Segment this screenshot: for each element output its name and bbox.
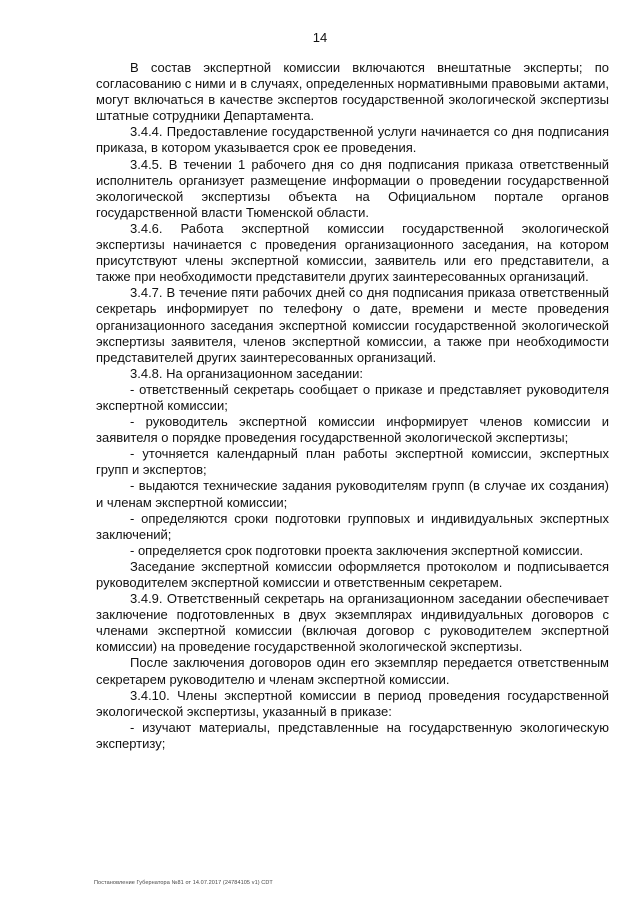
paragraph-3-4-9: 3.4.9. Ответственный секретарь на организационном заседании обеспечивает заключение подготовленных в двух экземплярах индивидуальных договоров с членами экспертной комиссии (включая договор с руководителем экспертной комиссии) на проведение государственной экологической экспертизы. — [96, 591, 609, 655]
list-item-group-deadlines: - определяются сроки подготовки групповых и индивидуальных экспертных заключений; — [96, 510, 609, 542]
list-item-study-materials: - изучают материалы, представленные на государственную экологическую экспертизу; — [96, 719, 609, 751]
list-item-calendar-plan: - уточняется календарный план работы экспертной комиссии, экспертных групп и экспертов; — [96, 446, 609, 478]
paragraph-expert-commission-composition: В состав экспертной комиссии включаются внештатные эксперты; по согласованию с ними и в случаях, определенных нормативными правовыми актами, могут включаться в качестве экспертов государственной экологической экспертизы штатные сотрудники Департамента. — [96, 60, 609, 124]
document-footer: Постановление Губернатора №81 от 14.07.2017 (24784105 v1) CDT — [94, 880, 273, 886]
paragraph-3-4-7: 3.4.7. В течение пяти рабочих дней со дня подписания приказа ответственный секретарь информирует по телефону о дате, времени и месте проведения организационного заседания экспертной комиссии государственной экологической экспертизы заявителя, членов экспертной комиссии, а также при необходимости представителей других заинтересованных организаций. — [96, 285, 609, 365]
document-body — [96, 60, 609, 752]
paragraph-3-4-4: 3.4.4. Предоставление государственной услуги начинается со дня подписания приказа, в котором указывается срок ее проведения. — [96, 124, 609, 156]
page-number: 14 — [312, 30, 328, 45]
paragraph-3-4-6: 3.4.6. Работа экспертной комиссии государственной экологической экспертизы начинается с проведения организационного заседания, на котором присутствуют члены экспертной комиссии, заявитель или его представители, а также при необходимости представители других заинтересованных организаций. — [96, 220, 609, 285]
paragraph-contract-copies: После заключения договоров один его экземпляр передается ответственным секретарем руководителю и членам экспертной комиссии. — [96, 655, 609, 687]
paragraph-3-4-8: 3.4.8. На организационном заседании: — [130, 365, 363, 381]
list-item-technical-tasks: - выдаются технические задания руководителям групп (в случае их создания) и членам экспертной комиссии; — [96, 478, 609, 510]
list-item-head-informs: - руководитель экспертной комиссии информирует членов комиссии и заявителя о порядке проведения государственной экологической экспертизы; — [96, 414, 609, 446]
paragraph-meeting-protocol: Заседание экспертной комиссии оформляется протоколом и подписывается руководителем экспертной комиссии и ответственным секретарем. — [96, 558, 609, 590]
list-item-draft-deadline: - определяется срок подготовки проекта заключения экспертной комиссии. — [130, 542, 584, 558]
paragraph-3-4-10: 3.4.10. Члены экспертной комиссии в период проведения государственной экологической экспертизы, указанный в приказе: — [96, 687, 609, 719]
paragraph-3-4-5: 3.4.5. В течении 1 рабочего дня со дня подписания приказа ответственный исполнитель организует размещение информации о проведении государственной экологической экспертизы объекта на Официальном портале органов государственной власти Тюменской области. — [96, 156, 609, 220]
list-item-secretary-reports: - ответственный секретарь сообщает о приказе и представляет руководителя экспертной комиссии; — [96, 381, 609, 413]
